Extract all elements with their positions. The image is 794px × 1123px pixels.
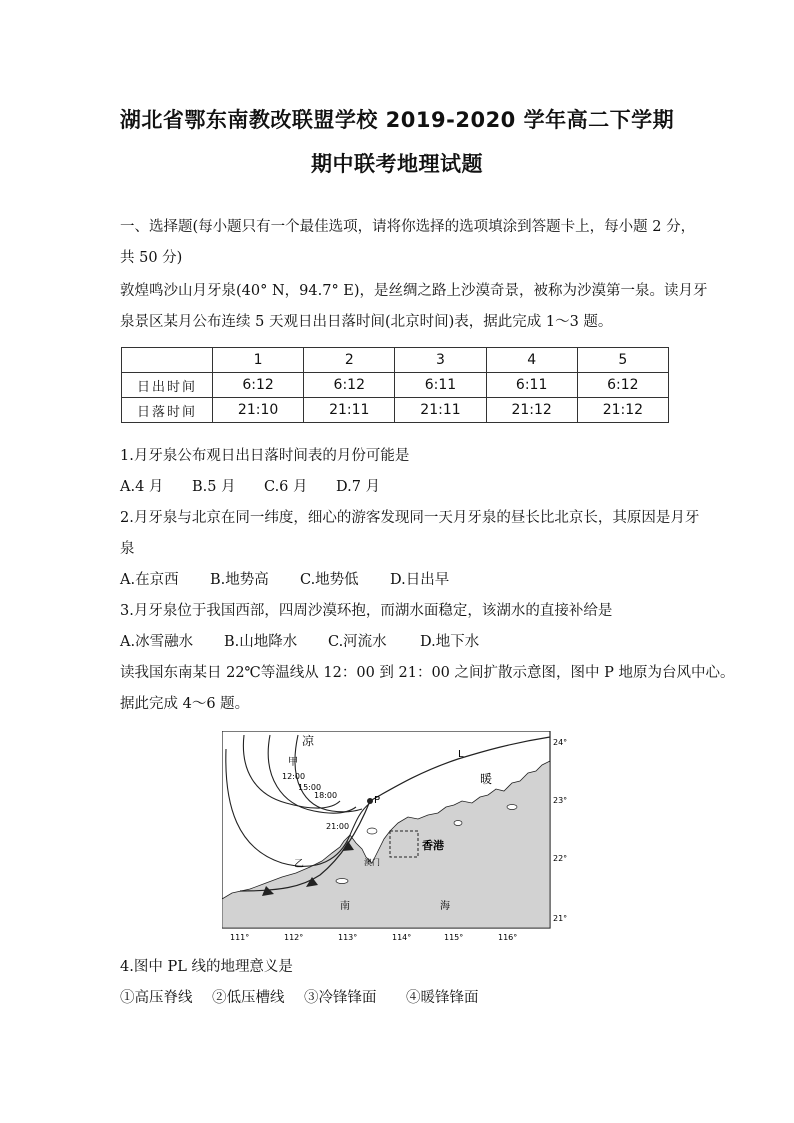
option-4[interactable]: ④暖锋锋面: [406, 990, 479, 1006]
option-2[interactable]: ②低压槽线: [212, 990, 285, 1006]
option-3[interactable]: ③冷锋锋面: [304, 990, 377, 1006]
label-sea: 海: [440, 901, 450, 912]
sunrise-sunset-table: [121, 347, 669, 423]
question-2-stem: 2.月牙泉与北京在同一纬度，细心的游客发现同一天月牙泉的昼长比北京长，其原因是月牙: [120, 510, 700, 526]
option-b[interactable]: B.地势高: [210, 572, 269, 588]
table-cell: 1: [213, 348, 304, 373]
table-cell: 21:12: [486, 398, 577, 423]
question-2-options: [120, 570, 680, 590]
section-heading-cont: 共 50 分): [120, 250, 183, 266]
table-cell: 6:11: [486, 373, 577, 398]
question-4-options: [120, 988, 680, 1008]
label-hong-kong: 香港: [422, 839, 444, 852]
label-macau: 澳门: [364, 858, 380, 867]
option-d[interactable]: D.地下水: [420, 634, 480, 650]
lon-tick-label: 116°: [498, 933, 518, 942]
isotherm-map: [222, 731, 572, 943]
option-a[interactable]: A.冰雪融水: [120, 634, 194, 650]
island: [336, 879, 348, 884]
question-1-options: [120, 477, 680, 497]
label-cool: 凉: [302, 734, 315, 748]
intro-paragraph-2: 读我国东南某日 22℃等温线从 12：00 到 21：00 之间扩散示意图，图中 P 地原为台风中心。: [120, 665, 735, 681]
lon-tick-label: 113°: [338, 933, 358, 942]
isotherm-time-label: 21:00: [326, 822, 350, 831]
label-jia: 甲: [288, 757, 298, 768]
question-4-stem: 4.图中 PL 线的地理意义是: [120, 959, 293, 975]
document-title-line1: 湖北省鄂东南教改联盟学校 2019-2020 学年高二下学期: [119, 108, 675, 132]
option-d[interactable]: D.7 月: [336, 479, 381, 495]
table-row-label: 日出时间: [122, 373, 213, 398]
table-cell: 6:11: [395, 373, 486, 398]
table-cell: 4: [486, 348, 577, 373]
isotherm-time-label: 15:00: [298, 783, 322, 792]
option-c[interactable]: C.地势低: [300, 572, 359, 588]
label-south: 南: [340, 901, 350, 912]
label-warm: 暖: [480, 772, 493, 786]
option-c[interactable]: C.6 月: [264, 479, 308, 495]
intro-paragraph-1-cont: 泉景区某月公布连续 5 天观日出日落时间(北京时间)表，据此完成 1～3 题。: [120, 314, 613, 330]
document-title-line2: 期中联考地理试题: [311, 152, 483, 176]
table-row: [122, 373, 669, 398]
table-header-row: [122, 348, 669, 373]
table-cell: 2: [304, 348, 395, 373]
table-cell: 21:11: [395, 398, 486, 423]
option-d[interactable]: D.日出早: [390, 572, 450, 588]
lon-tick-label: 111°: [230, 933, 250, 942]
intro-paragraph-2-cont: 据此完成 4～6 题。: [120, 696, 250, 712]
table-cell: 21:10: [213, 398, 304, 423]
island: [454, 821, 462, 826]
question-1-stem: 1.月牙泉公布观日出日落时间表的月份可能是: [120, 448, 410, 464]
table-cell: 3: [395, 348, 486, 373]
table-row-label: 日落时间: [122, 398, 213, 423]
table-cell: 6:12: [213, 373, 304, 398]
island: [367, 828, 377, 834]
table-cell: 6:12: [304, 373, 395, 398]
table-cell: [122, 348, 213, 373]
lon-tick-label: 112°: [284, 933, 304, 942]
table-cell: 6:12: [577, 373, 668, 398]
label-l: L: [458, 749, 464, 760]
question-3-options: [120, 632, 680, 652]
point-p-marker: [367, 798, 373, 804]
section-heading: 一、选择题(每小题只有一个最佳选项，请将你选择的选项填涂到答题卡上，每小题 2 分，: [120, 219, 696, 235]
label-p: P: [374, 795, 381, 806]
lat-tick-label: 21°: [553, 914, 568, 923]
question-3-stem: 3.月牙泉位于我国西部，四周沙漠环抱，而湖水面稳定，该湖水的直接补给是: [120, 603, 613, 619]
lat-tick-label: 23°: [553, 796, 568, 805]
lon-tick-label: 114°: [392, 933, 412, 942]
island: [507, 805, 517, 810]
option-a[interactable]: A.在京西: [120, 572, 179, 588]
option-c[interactable]: C.河流水: [328, 634, 387, 650]
intro-paragraph-1: 敦煌鸣沙山月牙泉(40° N，94.7° E)，是丝绸之路上沙漠奇景，被称为沙漠第一泉。读月牙: [120, 283, 708, 299]
option-1[interactable]: ①高压脊线: [120, 990, 193, 1006]
question-2-stem-cont: 泉: [120, 541, 135, 557]
table-cell: 21:11: [304, 398, 395, 423]
table-cell: 21:12: [577, 398, 668, 423]
isotherm-time-label: 18:00: [314, 791, 338, 800]
table-row: [122, 398, 669, 423]
option-a[interactable]: A.4 月: [120, 479, 164, 495]
lat-tick-label: 22°: [553, 854, 568, 863]
isotherm-time-label: 12:00: [282, 772, 306, 781]
option-b[interactable]: B.5 月: [192, 479, 236, 495]
label-yi: 乙: [294, 859, 304, 870]
option-b[interactable]: B.山地降水: [224, 634, 298, 650]
lon-tick-label: 115°: [444, 933, 464, 942]
table-cell: 5: [577, 348, 668, 373]
lat-tick-label: 24°: [553, 738, 568, 747]
